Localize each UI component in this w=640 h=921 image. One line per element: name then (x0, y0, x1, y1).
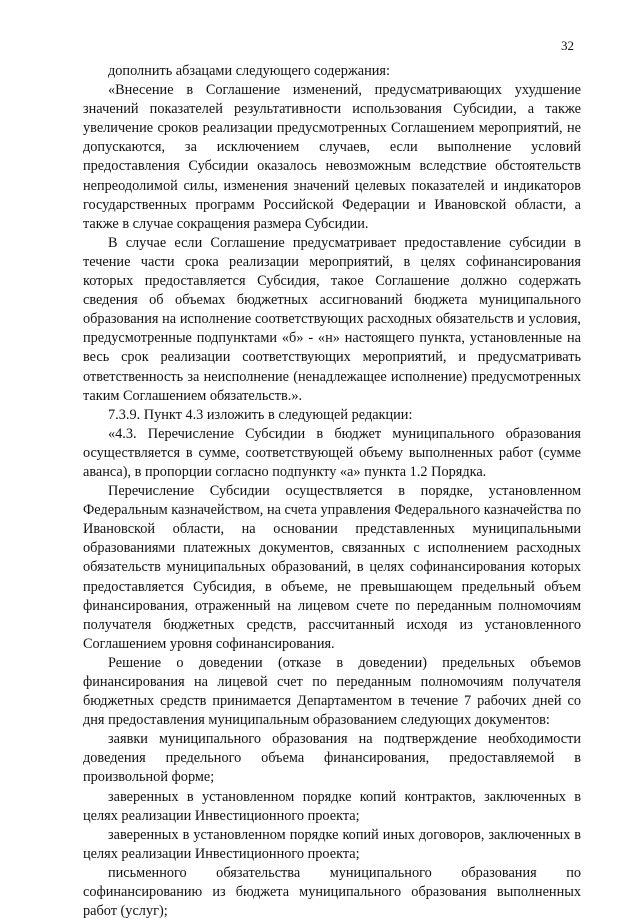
paragraph: письменного обязательства муниципального образования по софинансированию из бюджета муниципального образования выполненных работ (услуг); (83, 864, 581, 920)
paragraph: заверенных в установленном порядке копий иных договоров, заключенных в целях реализации Инвестиционного проекта; (83, 826, 581, 862)
document-body (83, 62, 581, 921)
paragraph: дополнить абзацами следующего содержания: (108, 63, 390, 79)
paragraph: В случае если Соглашение предусматривает предоставление субсидии в течение части срока реализации мероприятий, в целях софинансирования которых предоставляется Субсидия, такое Соглашение должно содержать сведения об объемах бюджетных ассигнований бюджета муниципального образования на исполнение соответствующих расходных обязательств и условия, предусмотренные подпунктами «б» - «н» настоящего пункта, установленные на весь срок реализации соответствующих мероприятий, и предусматривать ответственность за неисполнение (ненадлежащее исполнение) предусмотренных таким Соглашением обязательств.». (83, 234, 581, 404)
paragraph: заявки муниципального образования на подтверждение необходимости доведения предельного объема финансирования, предоставляемой в произвольной форме; (83, 731, 581, 786)
page-number: 32 (561, 38, 574, 53)
paragraph: Решение о доведении (отказе в доведении) предельных объемов финансирования на лицевой счет по переданным полномочиям получателя бюджетных средств принимается Департаментом в течение 7 рабочих дней со дня предоставления муниципальным образованием следующих документов: (83, 654, 581, 729)
paragraph: «4.3. Перечисление Субсидии в бюджет муниципального образования осуществляется в сумме, соответствующей объему выполненных работ (сумме аванса), в пропорции согласно подпункту «а» пункта 1.2 Порядка. (83, 425, 581, 480)
paragraph: заверенных в установленном порядке копий контрактов, заключенных в целях реализации Инвестиционного проекта; (83, 788, 581, 824)
paragraph: «Внесение в Соглашение изменений, предусматривающих ухудшение значений показателей результативности использования Субсидии, а также увеличение сроков реализации предусмотренных Соглашением мероприятий, не допускаются, за исключением случаев, если выполнение условий предоставления Субсидии оказалось невозможным вследствие обстоятельств непреодолимой силы, изменения значений целевых показателей и индикаторов государственных программ Российской Федерации и Ивановской области, а также в случае сокращения размера Субсидии. (83, 82, 581, 232)
paragraph: Перечисление Субсидии осуществляется в порядке, установленном Федеральным казначейством, на счета управления Федерального казначейства по Ивановской области, на основании представленных муниципальными образованиями платежных документов, связанных с исполнением расходных обязательств муниципальных образований, в целях софинансирования которых предоставляется Субсидия, в объеме, не превышающем предельный объем финансирования, отраженный на лицевом счете по переданным полномочиям получателя бюджетных средств, рассчитанный исходя из установленного Соглашением уровня софинансирования. (83, 483, 581, 652)
paragraph: 7.3.9. Пункт 4.3 изложить в следующей редакции: (108, 406, 413, 423)
